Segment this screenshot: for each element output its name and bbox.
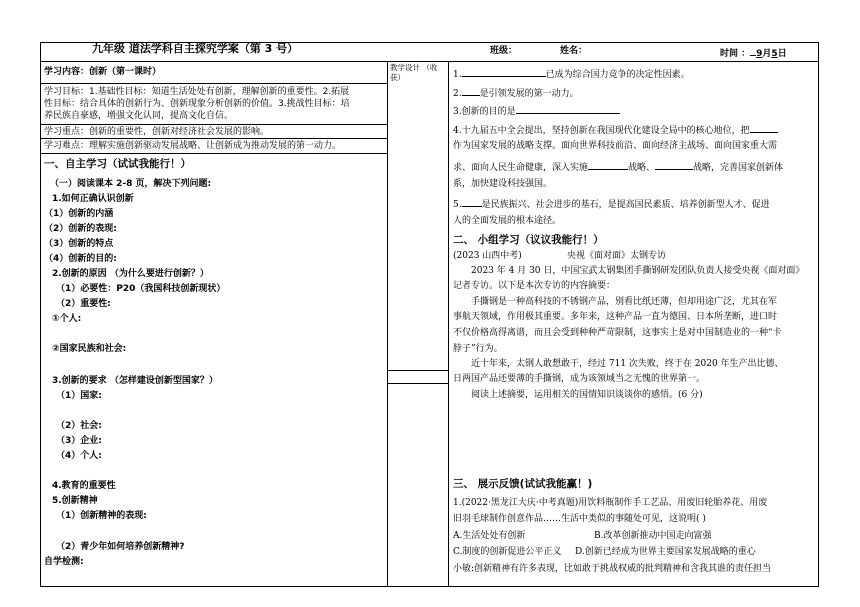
left-line: （3）企业: [56,436,102,446]
left-row-divider-1 [40,83,387,84]
left-line: （3）创新的特点 [44,239,114,249]
left-line: （2）社会: [56,421,102,431]
teaching-design-label: 教学设计 （收获） [390,63,438,82]
mcq-option-a: A.生活处处有创新 [453,531,526,541]
column-divider-left [387,61,388,587]
learning-content: 学习内容：创新（第一课时） [44,67,162,77]
left-line: （一）阅读课本 2-8 页，解决下列问题: [50,179,212,189]
learning-goals-line-2: 性目标：结合具体的创新行为、创新现象分析创新的价值。3.挑战性目标：培 [44,99,350,109]
learning-difficulty: 学习难点：理解实施创新驱动发展战略、让创新成为推动发展的第一动力。 [44,141,342,151]
left-line: ①个人: [52,314,82,324]
page-title: 九年级 道法学科自主探究学案（第 3 号） [92,42,299,55]
question-4-line-4: 系，加快建设科技强国。 [453,179,553,189]
passage-question: 阅读上述摘要，运用相关的国情知识谈谈你的感悟。(6 分) [471,390,703,400]
left-line: 1.如何正确认识创新 [52,194,134,204]
section-3-title: 三、 展示反馈(试试我能赢！) [453,478,593,490]
learning-key-point: 学习重点：创新的重要性，创新对经济社会发展的影响。 [44,127,270,137]
class-label: 班级： [490,46,518,56]
mcq-option-b: B.改革创新推动中国走向富强 [594,531,712,541]
passage-line: 近十年来，太钢人敢想敢干，经过 711 次失败，终于在 2020 年生产出比德、 [471,359,784,369]
question-4-line-2: 作为国家发展的战略支撑。面向世界科技前沿、面向经济主战场、面向国家重大需 [453,141,778,151]
passage-source-program: 央视《面对面》太钢专访 [567,251,667,261]
mcq-stem-line-1: 1.(2022·黑龙江大庆·中考真题)用饮料瓶制作手工艺品、用废旧轮胎养花、用废 [453,498,768,508]
left-line: （1）创新精神的表现: [56,511,147,521]
left-line: 3.创新的要求 （怎样建设创新型国家？） [52,376,218,386]
date-month: 9 [756,49,763,59]
left-line: （1）国家: [56,391,102,401]
middle-row-divider-1 [387,370,448,371]
passage-line: 不仅价格高得离谱，而且会受到种种严苛限制，这事实上是对中国制造业的一种“卡 [453,328,782,338]
left-line: 4.教育的重要性 [52,481,116,491]
mcq-option-c: C.制度的创新促进公平正义 [453,547,562,557]
question-4-line-3: 求、面向人民生命健康，深入实施 战略、 战略，完善国家创新体 [453,159,783,174]
left-line: 2.创新的原因 （为什么要进行创新？） [52,269,209,279]
self-test-label: 自学检测: [44,557,84,567]
left-line: （4）创新的目的: [44,254,117,264]
left-line: （2）青少年如何培养创新精神? [56,542,185,552]
question-3: 3.创新的目的是 [453,103,620,118]
name-label: 姓名： [560,46,588,56]
summary-line: 小敏:创新精神有许多表现，比如敢于挑战权威的批判精神和含我其谁的责任担当 [453,564,772,574]
question-2: 2. 是引领发展的第一动力。 [453,85,579,100]
question-4-line-1: 4.十九届五中全会提出，坚持创新在我国现代化建设全局中的核心地位，把 [453,122,778,137]
table-border-right [818,42,819,587]
left-line: （4）个人: [56,451,102,461]
table-border-bottom [40,586,819,587]
passage-line: 记者专访。以下是本次专访的内容摘要： [453,281,616,291]
passage-source: (2023 山西中考) [453,251,522,261]
passage-line: 日两国产品还要薄的手撕钢，成为该领域当之无愧的世界第一。 [453,374,706,384]
learning-goals-line-3: 养民族自豪感，增强文化认同，提高文化自信。 [44,111,234,121]
left-line: ②国家民族和社会: [52,344,127,354]
column-divider-right [448,61,449,587]
passage-line: 事航天领域，作用极其重要。多年来，这种产品一直为德国、日本所垄断，进口时 [453,312,778,322]
date-label: 时间 ： 9月5日 [720,45,787,60]
middle-row-divider-2 [387,383,448,384]
question-5-line-1: 5. 是民族振兴、社会进步的基石，是提高国民素质、培养创新型人才、促进 [453,196,770,211]
left-line: （1）必要性：P20（我国科技创新现状） [56,284,226,294]
header-row-divider [40,61,819,62]
left-row-divider-3 [40,138,387,139]
question-1: 1. 已成为综合国力竞争的决定性因素。 [453,66,690,81]
passage-line: 手撕钢是一种高科技的不锈钢产品，别看比纸还薄，但却用途广泛，尤其在军 [471,297,778,307]
mcq-stem-line-2: 旧羽毛球制作创意作品……生活中类似的事随处可见，这说明( ) [453,514,706,524]
question-5-line-2: 人的全面发展的根本途径。 [453,216,562,226]
learning-goals-line-1: 学习目标：1.基础性目标：知道生活处处有创新，理解创新的重要性。2.拓展 [44,87,350,97]
passage-line: 2023 年 4 月 30 日，中国宝武太钢集团手撕钢研发团队负责人接受央视《面对面》 [471,266,805,276]
left-line: 5.创新精神 [52,496,98,506]
section-1-title: 一、自主学习（试试我能行！） [44,158,191,170]
left-row-divider-4 [40,153,387,154]
left-line: （1）创新的内涵 [44,209,114,219]
left-line: （2）创新的表现: [44,224,117,234]
mcq-option-d: D.创新已经成为世界主要国家发展战略的重心 [575,547,756,557]
left-row-divider-2 [40,124,387,125]
section-2-title: 二、 小组学习（议议我能行！） [453,234,604,246]
passage-line: 脖子”行为。 [453,344,503,354]
left-line: （2）重要性: [56,299,111,309]
date-day: 5 [771,49,778,59]
